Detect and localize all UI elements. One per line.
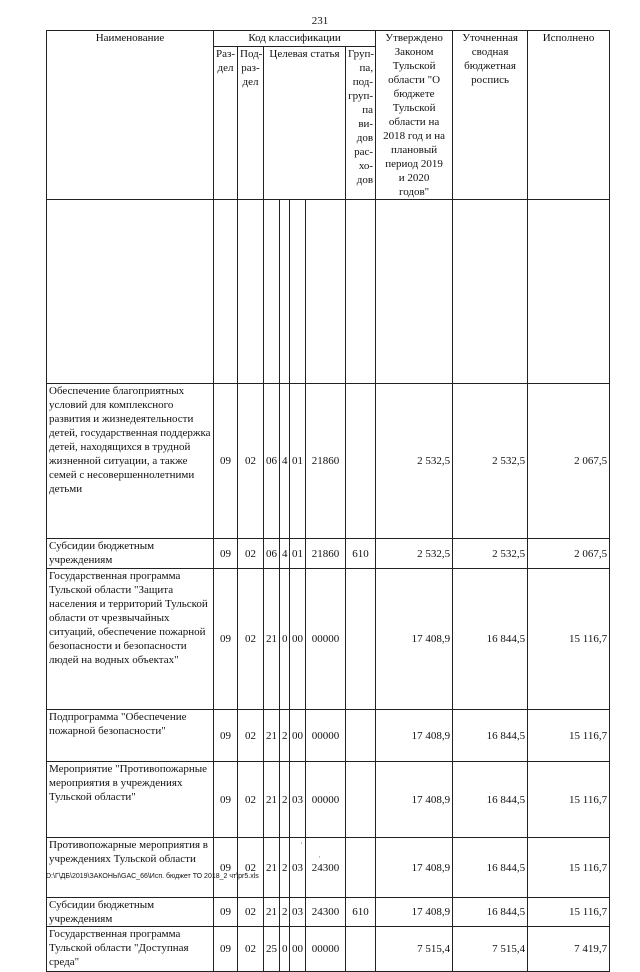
row-target-subprogram: 4 (280, 539, 290, 569)
row-section: 09 (214, 927, 238, 972)
scan-speck: · (318, 852, 321, 862)
header-code-group: Код классификации (214, 31, 376, 47)
row-target-subprogram: 4 (280, 384, 290, 539)
row-target-subprogram: 2 (280, 898, 290, 927)
row-refined: 16 844,5 (453, 762, 528, 838)
row-subsection: 02 (238, 569, 264, 710)
spacer-cell (264, 200, 280, 384)
row-target-program: 21 (264, 569, 280, 710)
spacer-cell (214, 200, 238, 384)
row-name: Государственная программа Тульской области "Защита населения и территорий Тульской области от чрезвычайных ситуаций, обеспечение пожарной безопасности и безопасности людей на водных объектах" (47, 569, 214, 710)
row-name: Противопожарные мероприятия в учреждениях Тульской области (47, 838, 214, 898)
row-executed: 15 116,7 (528, 762, 610, 838)
row-target-direction: 21860 (306, 539, 346, 569)
header-target-article: Целевая статья (264, 47, 346, 200)
row-refined: 2 532,5 (453, 384, 528, 539)
file-path-footer: D:\Г\ДБ\2019\ЗАКОНЫ\GAC_66\Исп. бюджет ТО 2018_2 чт\pr5.xls (46, 873, 259, 880)
table-row (47, 927, 610, 972)
row-expense-group (346, 569, 376, 710)
spacer-cell (346, 200, 376, 384)
spacer-cell (47, 200, 214, 384)
row-name: Субсидии бюджетным учреждениям (47, 898, 214, 927)
header-name: Наименование (47, 31, 214, 200)
budget-table (46, 30, 610, 972)
row-target-subprogram: 0 (280, 569, 290, 710)
row-target-subprogram: 2 (280, 762, 290, 838)
row-executed: 15 116,7 (528, 838, 610, 898)
row-target-event: 03 (290, 838, 306, 898)
row-subsection: 02 (238, 384, 264, 539)
row-target-program: 21 (264, 710, 280, 762)
row-name: Государственная программа Тульской области "Доступная среда" (47, 927, 214, 972)
row-target-program: 21 (264, 898, 280, 927)
row-target-event: 03 (290, 898, 306, 927)
row-approved: 2 532,5 (376, 384, 453, 539)
row-executed: 15 116,7 (528, 569, 610, 710)
row-approved: 17 408,9 (376, 838, 453, 898)
row-target-program: 21 (264, 762, 280, 838)
row-target-subprogram: 0 (280, 927, 290, 972)
row-subsection: 02 (238, 898, 264, 927)
row-subsection: 02 (238, 838, 264, 898)
row-refined: 16 844,5 (453, 569, 528, 710)
row-section: 09 (214, 539, 238, 569)
row-target-direction: 00000 (306, 569, 346, 710)
row-target-direction: 00000 (306, 762, 346, 838)
row-target-direction: 21860 (306, 384, 346, 539)
row-executed: 7 419,7 (528, 927, 610, 972)
row-subsection: 02 (238, 710, 264, 762)
table-row (47, 710, 610, 762)
row-name: Подпрограмма "Обеспечение пожарной безопасности" (47, 710, 214, 762)
page-number: 231 (311, 15, 329, 27)
row-subsection: 02 (238, 762, 264, 838)
table-row (47, 569, 610, 710)
row-target-program: 06 (264, 384, 280, 539)
row-target-event: 03 (290, 762, 306, 838)
row-expense-group (346, 927, 376, 972)
header-subsection: Под- раз- дел (238, 47, 264, 200)
spacer-cell (238, 200, 264, 384)
header-section: Раз- дел (214, 47, 238, 200)
row-target-subprogram: 2 (280, 710, 290, 762)
row-section: 09 (214, 569, 238, 710)
row-approved: 17 408,9 (376, 710, 453, 762)
spacer-cell (280, 200, 290, 384)
row-section: 09 (214, 384, 238, 539)
row-refined: 16 844,5 (453, 710, 528, 762)
row-subsection: 02 (238, 539, 264, 569)
row-target-direction: 00000 (306, 927, 346, 972)
spacer-cell (376, 200, 453, 384)
row-target-event: 01 (290, 384, 306, 539)
row-approved: 17 408,9 (376, 762, 453, 838)
spacer-cell (453, 200, 528, 384)
row-target-event: 00 (290, 569, 306, 710)
spacer-cell (290, 200, 306, 384)
row-expense-group (346, 710, 376, 762)
row-target-event: 00 (290, 710, 306, 762)
table-row (47, 539, 610, 569)
header-spacer-row (47, 200, 610, 384)
row-refined: 16 844,5 (453, 838, 528, 898)
row-subsection: 02 (238, 927, 264, 972)
spacer-cell (306, 200, 346, 384)
header-approved: Утверждено Законом Тульской области "О бюджете Тульской области на 2018 год и на плановый период 2019 и 2020 годов" (376, 31, 453, 200)
spacer-cell (528, 200, 610, 384)
row-name: Субсидии бюджетным учреждениям (47, 539, 214, 569)
row-target-program: 25 (264, 927, 280, 972)
row-refined: 16 844,5 (453, 898, 528, 927)
row-section: 09 (214, 838, 238, 898)
table-row (47, 762, 610, 838)
row-target-subprogram: 2 (280, 838, 290, 898)
row-refined: 2 532,5 (453, 539, 528, 569)
row-target-direction: 00000 (306, 710, 346, 762)
row-refined: 7 515,4 (453, 927, 528, 972)
row-target-direction: 24300 (306, 898, 346, 927)
row-approved: 2 532,5 (376, 539, 453, 569)
header-refined: Уточненная сводная бюджетная роспись (453, 31, 528, 200)
row-expense-group (346, 762, 376, 838)
table-header (47, 31, 610, 384)
row-executed: 2 067,5 (528, 539, 610, 569)
row-expense-group: 610 (346, 898, 376, 927)
row-expense-group: 610 (346, 539, 376, 569)
row-executed: 2 067,5 (528, 384, 610, 539)
row-target-direction: 24300 (306, 838, 346, 898)
row-approved: 7 515,4 (376, 927, 453, 972)
table-row (47, 384, 610, 539)
row-section: 09 (214, 710, 238, 762)
row-executed: 15 116,7 (528, 898, 610, 927)
row-target-program: 21 (264, 838, 280, 898)
header-expense-group: Груп- па, под- груп- па ви- дов рас- хо- дов (346, 47, 376, 200)
row-target-event: 01 (290, 539, 306, 569)
row-expense-group (346, 838, 376, 898)
scan-speck: · (300, 838, 303, 848)
header-executed: Исполнено (528, 31, 610, 200)
row-name: Обеспечение благоприятных условий для комплексного развития и жизнедеятельности детей, государственная поддержка детей, находящихся в трудной жизненной ситуации, а также семей с несовершеннолетними детьми (47, 384, 214, 539)
row-section: 09 (214, 762, 238, 838)
row-target-program: 06 (264, 539, 280, 569)
row-approved: 17 408,9 (376, 898, 453, 927)
table-row (47, 838, 610, 898)
row-section: 09 (214, 898, 238, 927)
row-name: Мероприятие "Противопожарные мероприятия в учреждениях Тульской области" (47, 762, 214, 838)
row-expense-group (346, 384, 376, 539)
row-target-event: 00 (290, 927, 306, 972)
row-executed: 15 116,7 (528, 710, 610, 762)
table-row (47, 898, 610, 927)
row-approved: 17 408,9 (376, 569, 453, 710)
